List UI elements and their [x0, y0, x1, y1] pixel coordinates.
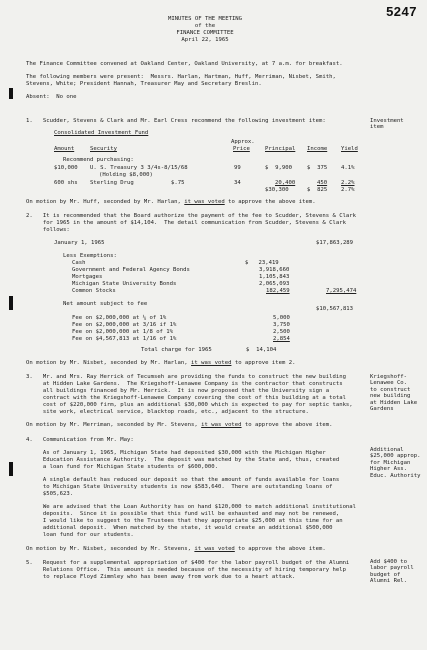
exempt-stocks: Common Stocks — [72, 288, 116, 294]
header-of: of the — [194, 23, 216, 29]
col-principal: Principal — [265, 146, 296, 152]
jan-label: January 1, 1965 — [54, 240, 105, 246]
row2-dividend: $.75 — [171, 180, 185, 186]
col-approx: Approx. — [231, 139, 255, 145]
row2-yield: 2.2% — [341, 180, 355, 186]
total-charge-label: Total charge for 1965 — [141, 347, 212, 353]
exempt-gov-value: 3,918,660 — [259, 267, 290, 273]
row1-security: U. S. Treasury 3 3/4s-8/15/68 — [90, 165, 188, 171]
item3-line-2: at Hidden Lake Gardens. The Kriegshoff-Lenawee Company is the contractor that constructs — [26, 381, 343, 387]
exempt-cash: Cash — [72, 260, 86, 266]
item1-title: 1. Scudder, Stevens & Clark and Mr. Earl Cress recommend the following investment item: — [26, 118, 326, 124]
item4-p3-line-3: I would like to suggest to the Trustees that they appropriate $25,000 at this time for an — [26, 518, 343, 524]
margin-mark — [9, 88, 13, 99]
item4-p1-line-3: a loan fund for Michigan State students of $600,000. — [26, 464, 218, 470]
col-income: Income — [307, 146, 328, 152]
fee-2-value: 3,750 — [273, 322, 290, 328]
fee-1: Fee on $2,000,000 at ¼ of 1% — [72, 315, 167, 321]
row1-holding: (Holding $8,000) — [99, 172, 153, 178]
recommend-label: Recommend purchasing: — [63, 157, 134, 163]
item2-motion: On motion by Mr. Nisbet, seconded by Mr. Harlan, it was voted to approve item 2. — [26, 360, 296, 366]
exempt-total: 7,295,474 — [326, 288, 357, 294]
item4-p2-line-2: to Michigan State University students is now $583,640. There are outstanding loans of — [26, 484, 333, 490]
row2-security: Sterling Drug — [90, 180, 134, 186]
item3-line-3: all buildings financed by Mr. Herrick. It is now proposed that the University sign a — [26, 388, 330, 394]
item4-margin-note: Additional $25,000 approp. for Michigan Higher Ass. Educ. Authority — [370, 447, 421, 479]
exempt-cash-value: $ 23,419 — [245, 260, 279, 266]
jan-amount: $17,863,289 — [316, 240, 354, 246]
margin-mark — [9, 296, 13, 310]
less-exemptions: Less Exemptions: — [63, 253, 117, 259]
row2-principal: 20,400 — [275, 180, 296, 186]
margin-mark — [9, 462, 13, 476]
item2-line-2: for 1965 in the amount of $14,104. The detail communication from Scudder, Stevens & Clark — [26, 220, 346, 226]
fee-3-value: 2,500 — [273, 329, 290, 335]
item4-p3-line-4: additional deposit. When matched by the state, it would create an additional $500,000 — [26, 525, 333, 531]
row2-price: 34 — [234, 180, 241, 186]
item4-p2-line-1: A single default has reduced our deposit so that the amount of funds available for loans — [26, 477, 340, 483]
item1-margin-note: Investment item — [370, 118, 404, 131]
header-committee: FINANCE COMMITTEE — [176, 30, 234, 36]
item3-line-5: cost of $220,000 firm, plus an additional $30,000 which is expected to pay for septic tanks, — [26, 402, 353, 408]
row1-yield: 4.1% — [341, 165, 355, 171]
item4-motion: On motion by Mr. Nisbet, seconded by Mr. Stevens, it was voted to approve the above item. — [26, 546, 326, 552]
exempt-stocks-value: 182,459 — [266, 288, 290, 294]
header-date: April 22, 1965 — [181, 37, 229, 43]
item4-title: 4. Communication from Mr. May: — [26, 437, 134, 443]
members-line-2: Stevens, White; President Hannah, Treasurer May and Secretary Breslin. — [26, 81, 262, 87]
intro-paragraph: The Finance Committee convened at Oakland Center, Oakland University, at 7 a.m. for breakfast. — [26, 61, 343, 67]
item3-line-4: contract with the Kriegshoff-Lenawee Company covering the cost of this building at a total — [26, 395, 346, 401]
page-number: 5247 — [386, 4, 417, 19]
fee-4-value: 2,854 — [273, 336, 290, 342]
item4-p3-line-2: deposits. Since it is possible that this fund will be exhausted and may not be renewed, — [26, 511, 340, 517]
row1-amount: $10,000 — [54, 165, 78, 171]
item5-line-3: to replace Floyd Zimmley who has been away from work due to a heart attack. — [26, 574, 296, 580]
fee-4: Fee on $4,567,813 at 1/16 of 1% — [72, 336, 177, 342]
row1-income: $ 375 — [307, 165, 328, 171]
item4-p1-line-2: Education Assistance Authority. The deposit was matched by the State and, thus, created — [26, 457, 340, 463]
item3-line-1: 3. Mr. and Mrs. Ray Herrick of Tecumseh are providing the funds to construct the new building — [26, 374, 346, 380]
item4-p2-line-3: $505,623. — [26, 491, 74, 497]
fee-1-value: 5,000 — [273, 315, 290, 321]
item4-p3-line-1: We are advised that the Loan Authority has on hand $120,000 to match additional institutional — [26, 504, 357, 510]
total-charge-value: $ 14,104 — [246, 347, 277, 353]
col-security: Security — [90, 146, 117, 152]
row1-principal: $ 9,900 — [265, 165, 292, 171]
col-price: Price — [233, 146, 250, 152]
fee-3: Fee on $2,000,000 at 1/8 of 1% — [72, 329, 174, 335]
row2-amount: 600 shs — [54, 180, 78, 186]
fee-2: Fee on $2,000,000 at 3/16 if 1% — [72, 322, 177, 328]
col-yield: Yield — [341, 146, 358, 152]
item5-margin-note: Add $400 to labor payroll budget of Alumni Rel. — [370, 559, 414, 585]
item4-p1-line-1: As of January 1, 1965, Michigan State had deposited $30,000 with the Michigan Higher — [26, 450, 326, 456]
row1-price: 99 — [234, 165, 241, 171]
item3-motion: On motion by Mr. Merriman, seconded by Mr. Stevens, it was voted to approve the above item. — [26, 422, 333, 428]
net-amount: $10,567,813 — [316, 306, 354, 312]
total-principal: $30,300 — [265, 187, 289, 193]
item2-line-1: 2. It is recommended that the Board authorize the payment of the fee to Scudder, Stevens & Clark — [26, 213, 357, 219]
item1-motion: On motion by Mr. Huff, seconded by Mr. Harlan, it was voted to approve the above item. — [26, 199, 316, 205]
total-income: $ 825 — [307, 187, 328, 193]
members-line-1: The following members were present: Messrs. Harlan, Hartman, Huff, Merriman, Nisbet, Smith, — [26, 74, 336, 80]
exempt-mortgages-value: 1,105,843 — [259, 274, 290, 280]
item3-margin-note: Kriegshoff- Lenawee Co. to construct new building at Hidden Lake Gardens — [370, 374, 418, 413]
col-amount: Amount — [54, 146, 75, 152]
item4-p3-line-5: loan fund for our students. — [26, 532, 134, 538]
item3-line-6: site work, electrical service, blacktop roads, etc., adjacent to the structure. — [26, 409, 309, 415]
item2-line-3: follows: — [26, 227, 70, 233]
item5-line-1: 5. Request for a supplemental appropriation of $400 for the labor payroll budget of the Alumni — [26, 560, 350, 566]
total-yield: 2.7% — [341, 187, 355, 193]
exempt-msu-bonds: Michigan State University Bonds — [72, 281, 177, 287]
absent-line: Absent: No one — [26, 94, 77, 100]
net-label: Net amount subject to fee — [63, 301, 148, 307]
exempt-mortgages: Mortgages — [72, 274, 103, 280]
fund-heading: Consolidated Investment Fund — [54, 130, 149, 136]
header-title: MINUTES OF THE MEETING — [167, 16, 243, 22]
exempt-gov: Government and Federal Agency Bonds — [72, 267, 190, 273]
row2-income: 450 — [317, 180, 328, 186]
exempt-msu-bonds-value: 2,065,093 — [259, 281, 290, 287]
item5-line-2: Relations Office. This amount is needed because of the necessity of hiring temporary help — [26, 567, 346, 573]
